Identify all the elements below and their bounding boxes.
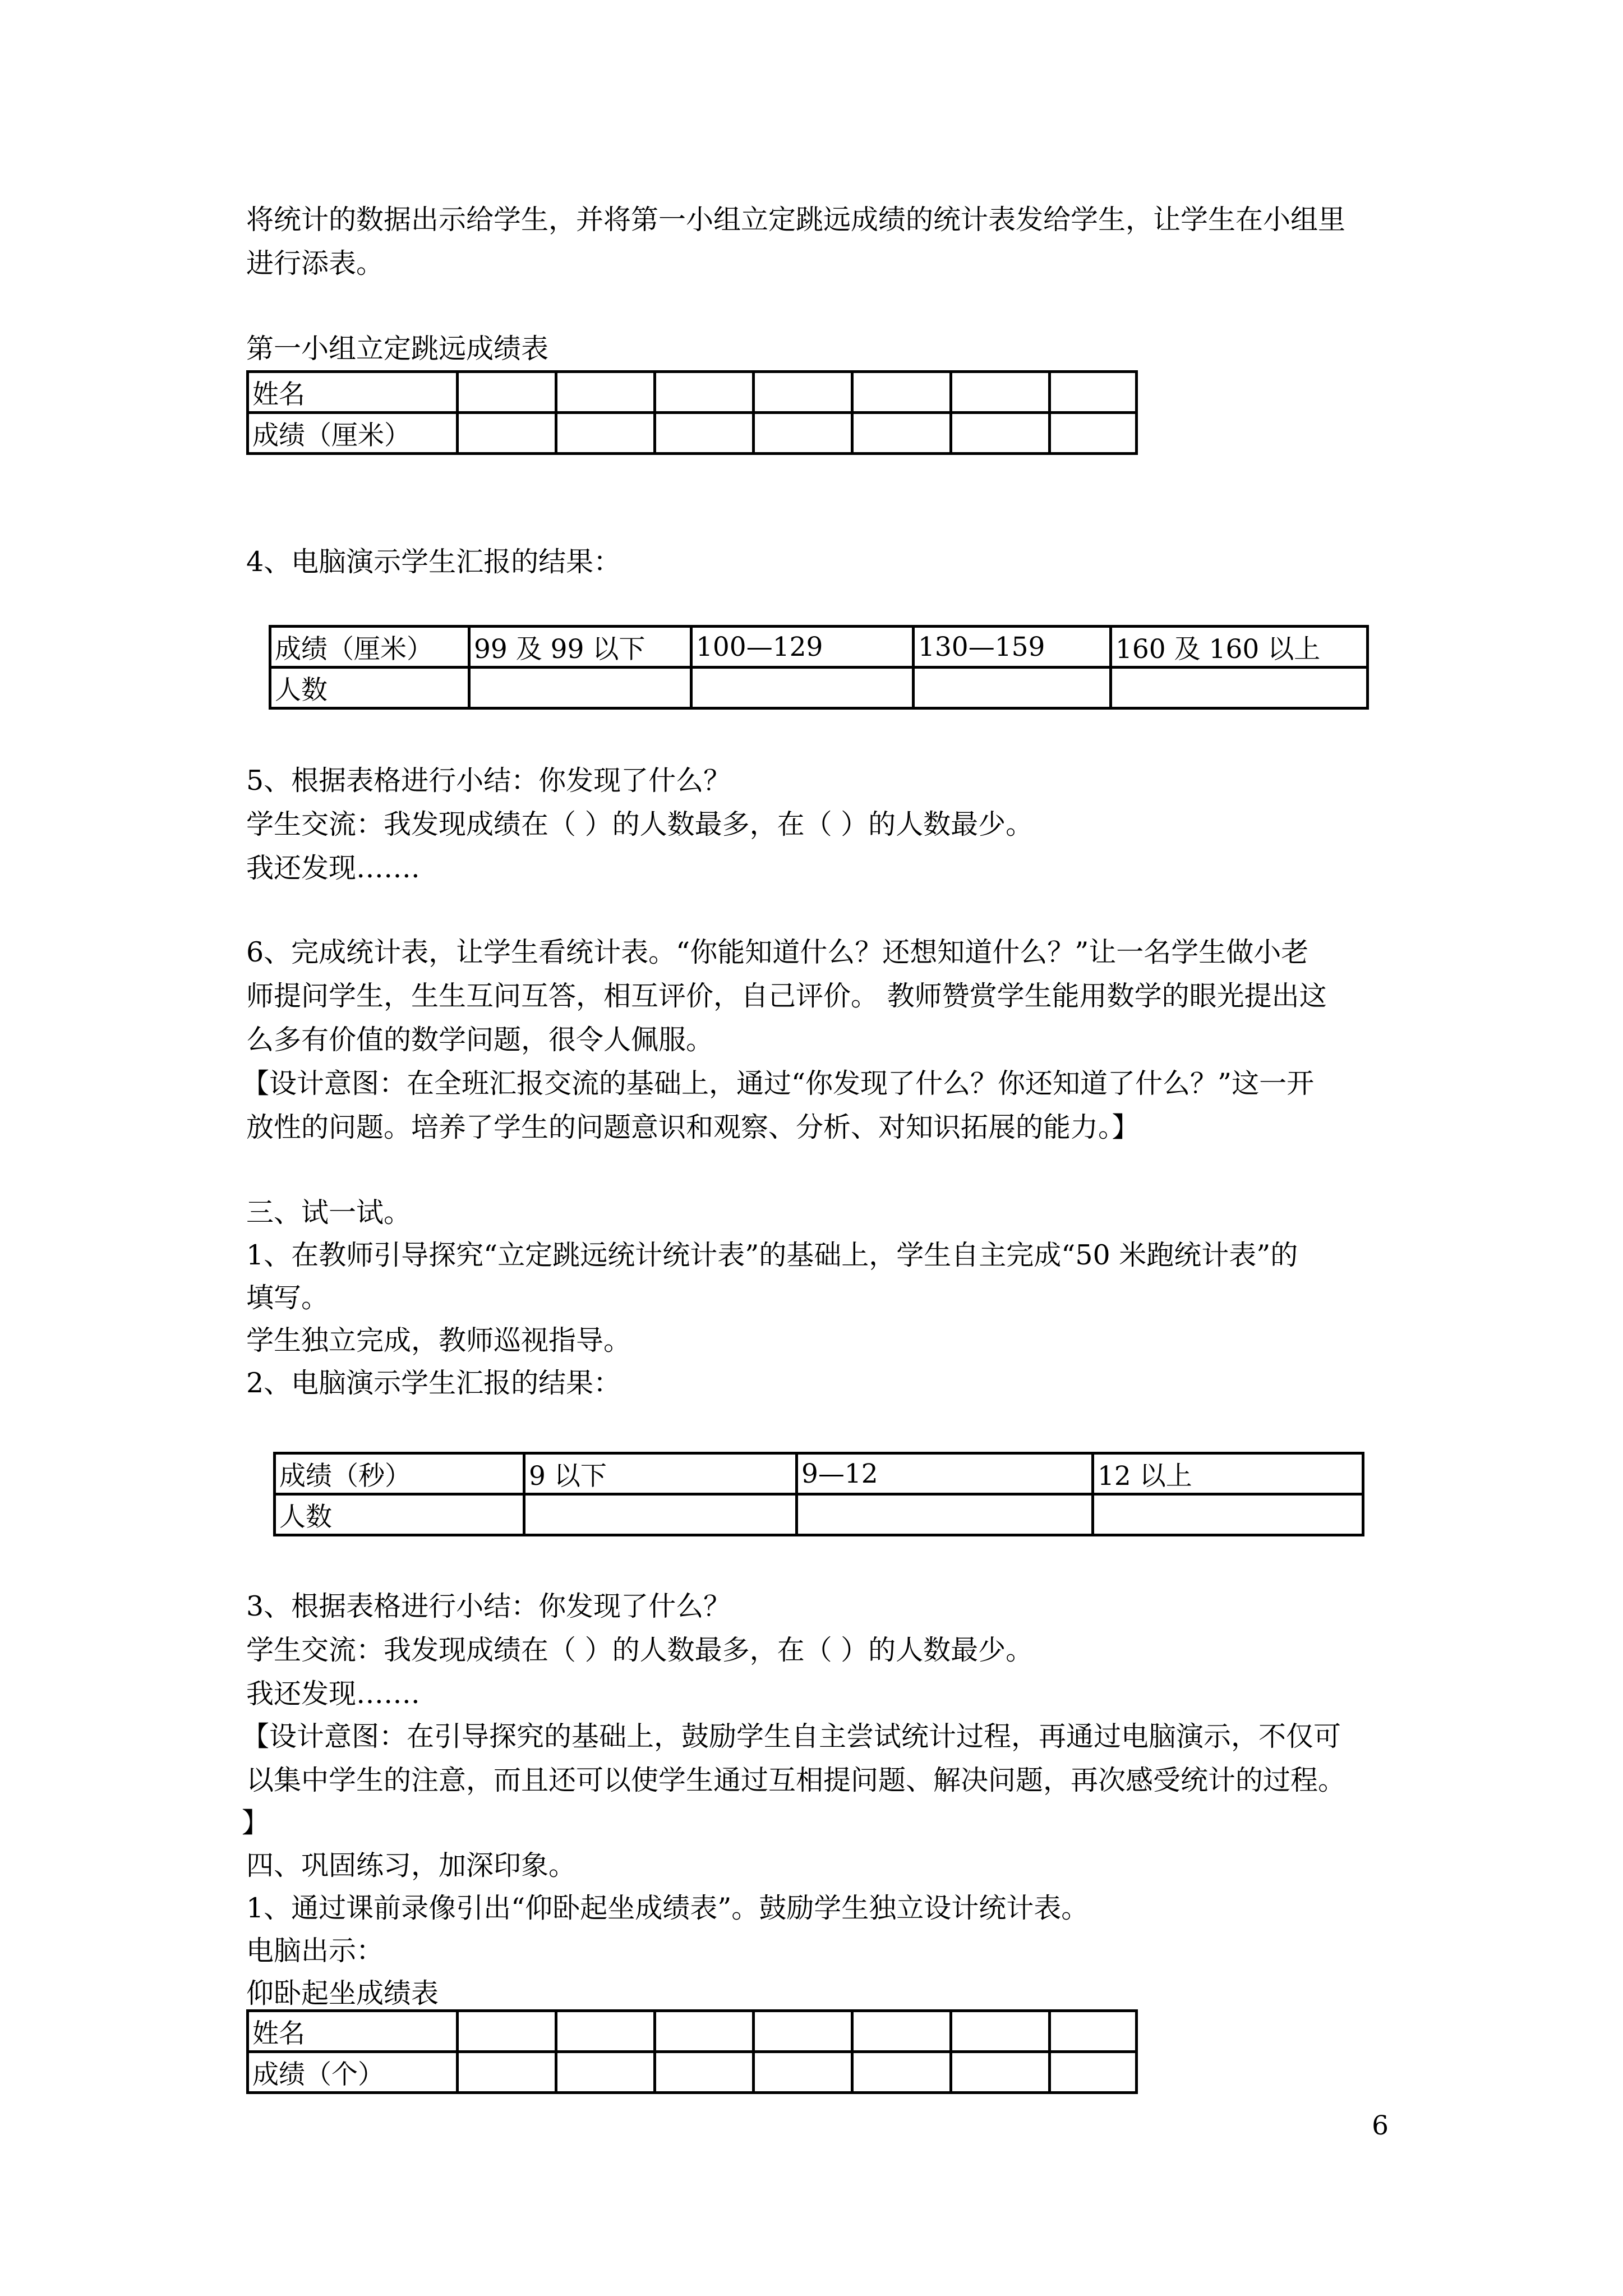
- design-intent-2-line-2: 以集中学生的注意，而且还可以使学生通过互相提问题、解决问题，再次感受统计的过程。: [246, 1764, 1346, 1796]
- section3-title: 三、试一试。: [246, 1197, 412, 1228]
- row-label-count: 人数: [275, 1494, 524, 1535]
- table-cell: [754, 2011, 852, 2052]
- section4-line-1: 1、通过课前录像引出“仰卧起坐成绩表”。鼓励学生独立设计统计表。: [246, 1892, 1089, 1924]
- run-result-table: [273, 1452, 1364, 1536]
- step6-line-1: 6、完成统计表，让学生看统计表。“你能知道什么？还想知道什么？”让一名学生做小老: [246, 936, 1309, 968]
- step6-line-2: 师提问学生，生生互问互答，相互评价，自己评价。 教师赞赏学生能用数学的眼光提出这: [246, 980, 1327, 1012]
- table-cell: [556, 2052, 655, 2093]
- table-row: [270, 668, 1368, 708]
- table-cell: [1050, 372, 1137, 413]
- table-cell: [458, 2011, 556, 2052]
- section3-line-2: 填写。: [246, 1282, 329, 1314]
- section3-line-4: 2、电脑演示学生汇报的结果：: [246, 1367, 621, 1399]
- table-header-cell: 成绩（厘米）: [270, 627, 469, 668]
- table-header-cell: 9 以下: [524, 1453, 797, 1494]
- table-row: [275, 1453, 1363, 1494]
- table-cell: [951, 2052, 1050, 2093]
- table1-caption: 第一小组立定跳远成绩表: [246, 333, 549, 365]
- step3b-line-2: 学生交流：我发现成绩在（ ）的人数最多，在（ ）的人数最少。: [246, 1634, 1034, 1666]
- table-row: [248, 413, 1137, 454]
- table-header-cell: 12 以上: [1093, 1453, 1363, 1494]
- table-row: [248, 2052, 1137, 2093]
- table-cell: [754, 372, 852, 413]
- table-row: [270, 627, 1368, 668]
- table-cell: [655, 2011, 754, 2052]
- table4-caption: 仰卧起坐成绩表: [246, 1977, 439, 2009]
- table-header-cell: 成绩（秒）: [275, 1453, 524, 1494]
- row-label-score: 成绩（厘米）: [248, 413, 458, 454]
- section4-title: 四、巩固练习，加深印象。: [246, 1849, 577, 1881]
- table-header-cell: 160 及 160 以上: [1111, 627, 1368, 668]
- table-header-cell: 100—129: [691, 627, 914, 668]
- table-cell: [458, 2052, 556, 2093]
- step3b-line-1: 3、根据表格进行小结：你发现了什么？: [246, 1590, 731, 1622]
- table-cell: [852, 372, 951, 413]
- design-intent-1-line-2: 放性的问题。培养了学生的问题意识和观察、分析、对知识拓展的能力。】: [246, 1111, 1140, 1143]
- section3-line-3: 学生独立完成，教师巡视指导。: [246, 1324, 631, 1356]
- table-header-cell: 99 及 99 以下: [469, 627, 691, 668]
- table-cell: [556, 413, 655, 454]
- design-intent-2-line-1: 【设计意图：在引导探究的基础上，鼓励学生自主尝试统计过程，再通过电脑演示，不仅可: [242, 1720, 1341, 1752]
- table-cell: [754, 413, 852, 454]
- table-cell: [797, 1494, 1093, 1535]
- table-cell: [852, 2052, 951, 2093]
- table-row: [275, 1494, 1363, 1535]
- row-label-count: 人数: [270, 668, 469, 708]
- table-cell: [951, 413, 1050, 454]
- table-cell: [852, 2011, 951, 2052]
- step4-text: 4、电脑演示学生汇报的结果：: [246, 546, 621, 578]
- table-cell: [1050, 2011, 1137, 2052]
- intro-line-1: 将统计的数据出示给学生，并将第一小组立定跳远成绩的统计表发给学生，让学生在小组里: [246, 204, 1346, 236]
- table-cell: [655, 372, 754, 413]
- table-cell: [524, 1494, 797, 1535]
- step3b-line-3: 我还发现…….: [246, 1678, 420, 1710]
- section4-line-2: 电脑出示：: [246, 1935, 384, 1967]
- table-cell: [655, 413, 754, 454]
- table-row: [248, 372, 1137, 413]
- jump-score-table-group1: [246, 370, 1138, 455]
- table-cell: [458, 413, 556, 454]
- section3-line-1: 1、在教师引导探究“立定跳远统计统计表”的基础上，学生自主完成“50 米跑统计表”的: [246, 1239, 1298, 1271]
- step5-line-2: 学生交流：我发现成绩在（ ）的人数最多，在（ ）的人数最少。: [246, 808, 1034, 840]
- table-cell: [852, 413, 951, 454]
- table-header-cell: 130—159: [914, 627, 1111, 668]
- table-cell: [1093, 1494, 1363, 1535]
- table-cell: [655, 2052, 754, 2093]
- table-header-cell: 9—12: [797, 1453, 1093, 1494]
- table-cell: [691, 668, 914, 708]
- table-cell: [1111, 668, 1368, 708]
- table-cell: [951, 372, 1050, 413]
- situp-score-table: [246, 2009, 1138, 2094]
- row-label-name: 姓名: [248, 2011, 458, 2052]
- table-cell: [1050, 2052, 1137, 2093]
- step6-line-3: 么多有价值的数学问题，很令人佩服。: [246, 1024, 714, 1056]
- table-cell: [458, 372, 556, 413]
- table-cell: [556, 372, 655, 413]
- row-label-score: 成绩（个）: [248, 2052, 458, 2093]
- row-label-name: 姓名: [248, 372, 458, 413]
- step5-line-1: 5、根据表格进行小结：你发现了什么？: [246, 765, 731, 797]
- table-row: [248, 2011, 1137, 2052]
- table-cell: [951, 2011, 1050, 2052]
- table-cell: [914, 668, 1111, 708]
- jump-result-table: [269, 625, 1369, 710]
- table-cell: [556, 2011, 655, 2052]
- step5-line-3: 我还发现…….: [246, 852, 420, 884]
- table-cell: [1050, 413, 1137, 454]
- table-cell: [754, 2052, 852, 2093]
- design-intent-1-line-1: 【设计意图：在全班汇报交流的基础上，通过“你发现了什么？你还知道了什么？”这一开: [242, 1068, 1315, 1099]
- design-intent-2-line-3: 】: [242, 1807, 270, 1839]
- page-number: 6: [1372, 2110, 1389, 2141]
- table-cell: [469, 668, 691, 708]
- intro-line-2: 进行添表。: [246, 247, 384, 279]
